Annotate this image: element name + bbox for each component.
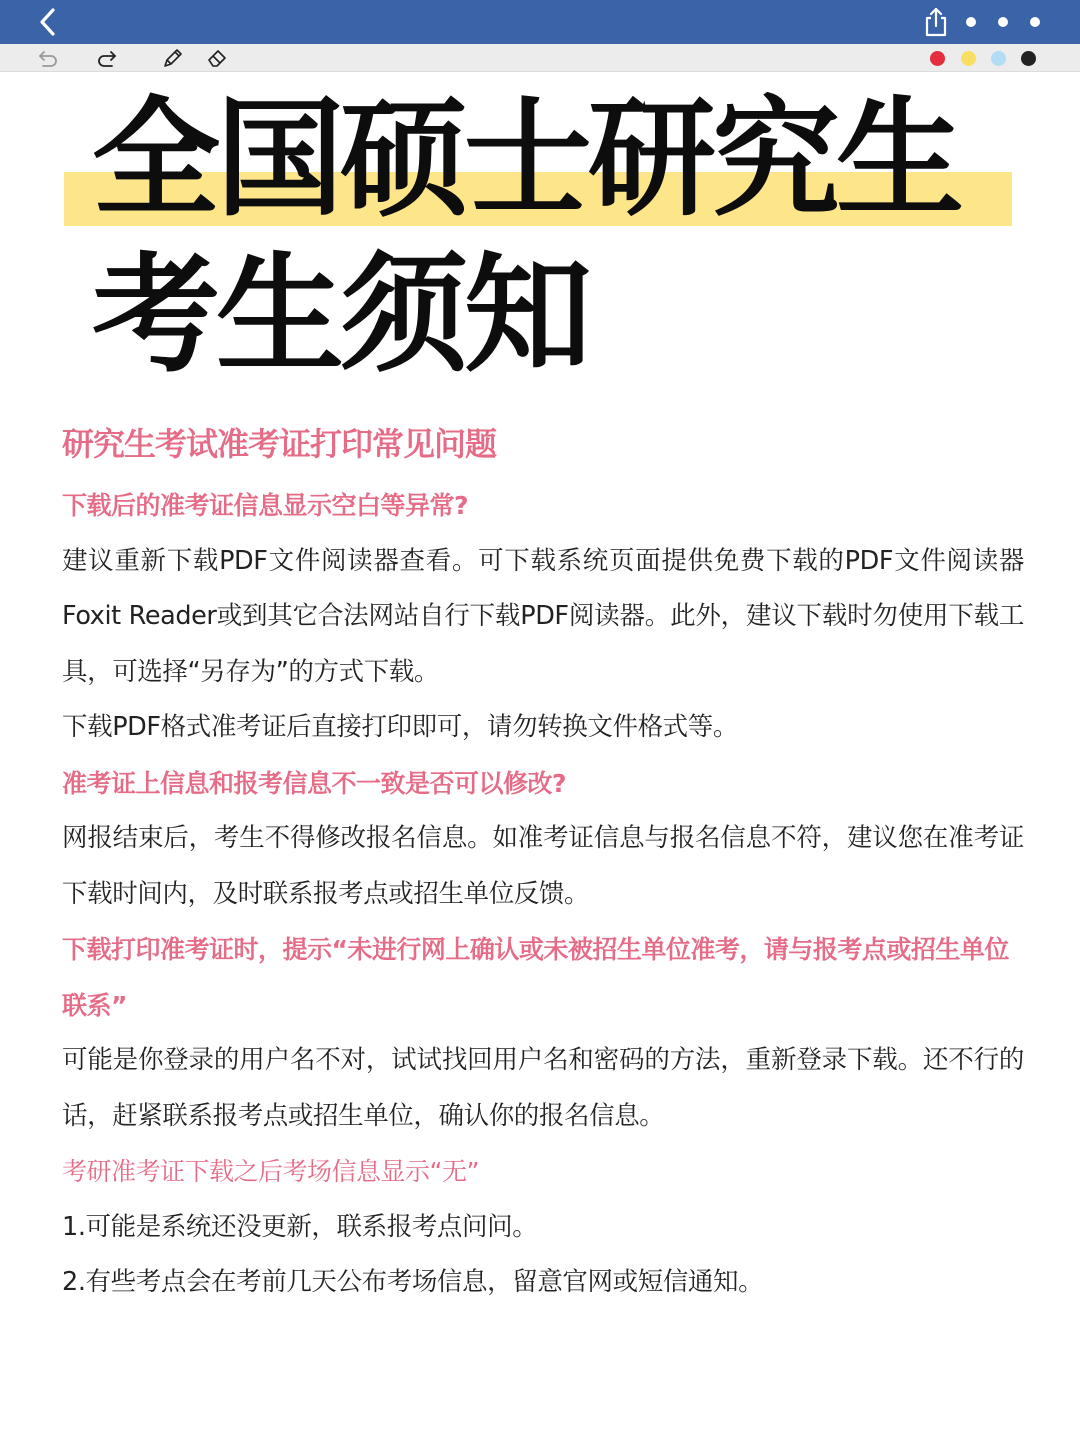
pencil-icon <box>161 47 185 69</box>
faq-answer: 建议重新下载PDF文件阅读器查看。可下载系统页面提供免费下载的PDF文件阅读器Foxit Reader或到其它合法网站自行下载PDF阅读器。此外，建议下载时勿使用下载工具，可选择“另存为”的方式下载。 <box>62 545 1024 687</box>
more-options-button[interactable] <box>960 10 1046 34</box>
faq-answer: 下载PDF格式准考证后直接打印即可，请勿转换文件格式等。 <box>62 712 738 742</box>
faq-question: 准考证上信息和报考信息不一致是否可以修改? <box>62 768 567 798</box>
more-dots-icon <box>998 17 1008 27</box>
top-app-bar <box>0 0 1080 44</box>
page-title-line-1: 全国硕士研究生 <box>92 85 961 234</box>
redo-button[interactable] <box>94 46 120 70</box>
undo-button[interactable] <box>35 46 61 70</box>
faq-question: 下载打印准考证时，提示“未进行网上确认或未被招生单位准考，请与报考点或招生单位联系” <box>62 935 1009 1020</box>
annotation-toolbar <box>0 44 1080 72</box>
color-swatch-light-blue[interactable] <box>991 51 1006 66</box>
document-body <box>62 420 1024 1311</box>
faq-answer: 2.有些考点会在考前几天公布考场信息，留意官网或短信通知。 <box>62 1267 764 1297</box>
pencil-tool[interactable] <box>160 46 186 70</box>
eraser-icon <box>205 47 229 69</box>
chevron-left-icon <box>36 7 60 37</box>
redo-icon <box>95 48 119 68</box>
eraser-tool[interactable] <box>204 46 230 70</box>
undo-icon <box>36 48 60 68</box>
faq-answer: 1.可能是系统还没更新，联系报考点问问。 <box>62 1211 538 1242</box>
color-swatch-yellow[interactable] <box>961 51 976 66</box>
more-dots-icon <box>966 17 976 27</box>
faq-question: 下载后的准考证信息显示空白等异常? <box>62 491 469 520</box>
color-swatch-red[interactable] <box>930 51 945 66</box>
share-icon <box>922 6 950 38</box>
faq-answer: 网报结束后，考生不得修改报名信息。如准考证信息与报名信息不符，建议您在准考证下载时间内，及时联系报考点或招生单位反馈。 <box>62 823 1024 909</box>
page-title-line-2: 考生须知 <box>92 241 589 390</box>
share-button[interactable] <box>918 3 954 41</box>
more-dots-icon <box>1030 17 1040 27</box>
faq-question: 考研准考证下载之后考场信息显示“无” <box>62 1157 479 1186</box>
color-swatch-black[interactable] <box>1021 51 1036 66</box>
faq-answer: 可能是你登录的用户名不对，试试找回用户名和密码的方法，重新登录下载。还不行的话，赶紧联系报考点或招生单位，确认你的报名信息。 <box>62 1045 1024 1131</box>
section-title: 研究生考试准考证打印常见问题 <box>62 425 497 463</box>
back-button[interactable] <box>30 4 66 40</box>
